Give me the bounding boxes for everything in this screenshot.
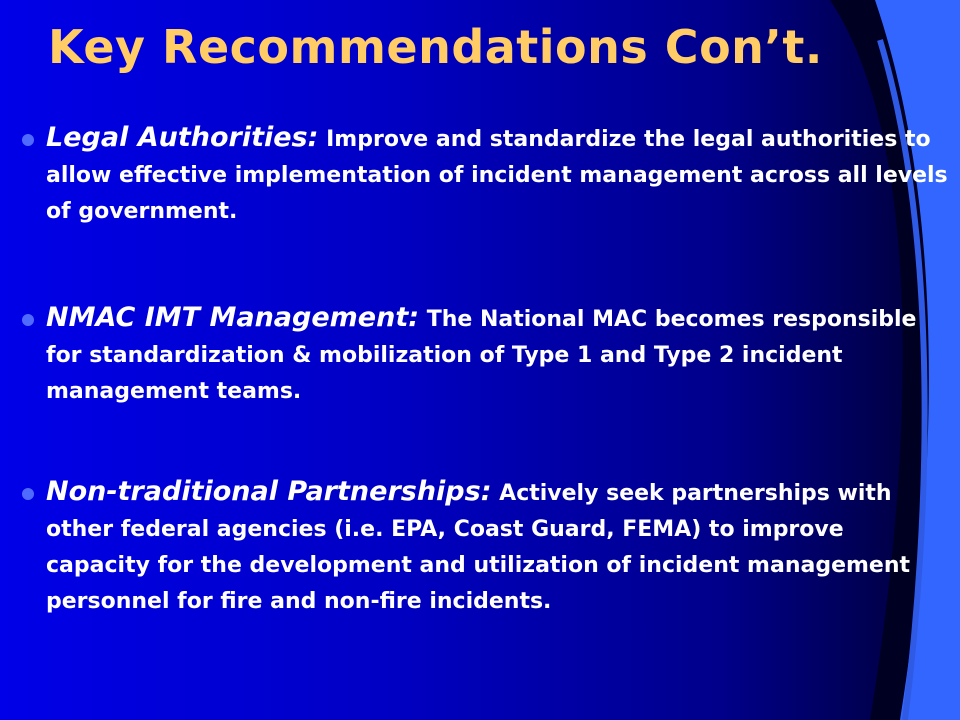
bullet-term: Legal Authorities bbox=[46, 122, 308, 153]
bullet-icon bbox=[22, 314, 34, 326]
bullet-list bbox=[22, 120, 952, 620]
slide-title: Key Recommendations Con’t. bbox=[48, 20, 823, 74]
bullet-icon bbox=[22, 488, 34, 500]
bullet-term: NMAC IMT Management bbox=[46, 302, 409, 333]
bullet-separator: : bbox=[307, 122, 319, 153]
bullet-non-traditional-partnerships bbox=[22, 474, 952, 620]
bullet-icon bbox=[22, 134, 34, 146]
bullet-text: Actively seek partnerships with other federal agencies (i.e. EPA, Coast Guard, FEMA) to improve capacity for the development and utilization of incident management personnel for fire and non-fire incidents. bbox=[46, 481, 911, 614]
bullet-separator: : bbox=[408, 302, 420, 333]
bullet-text: Improve and standardize the legal authorities to allow effective implementation of incident management across all levels of government. bbox=[46, 127, 948, 224]
bullet-term: Non-traditional Partnerships bbox=[46, 476, 481, 507]
bullet-separator: : bbox=[480, 476, 492, 507]
bullet-legal-authorities bbox=[22, 120, 952, 230]
bullet-nmac-imt-management bbox=[22, 300, 952, 410]
bullet-text: The National MAC becomes responsible for standardization & mobilization of Type 1 and Type 2 incident management teams. bbox=[46, 307, 917, 404]
